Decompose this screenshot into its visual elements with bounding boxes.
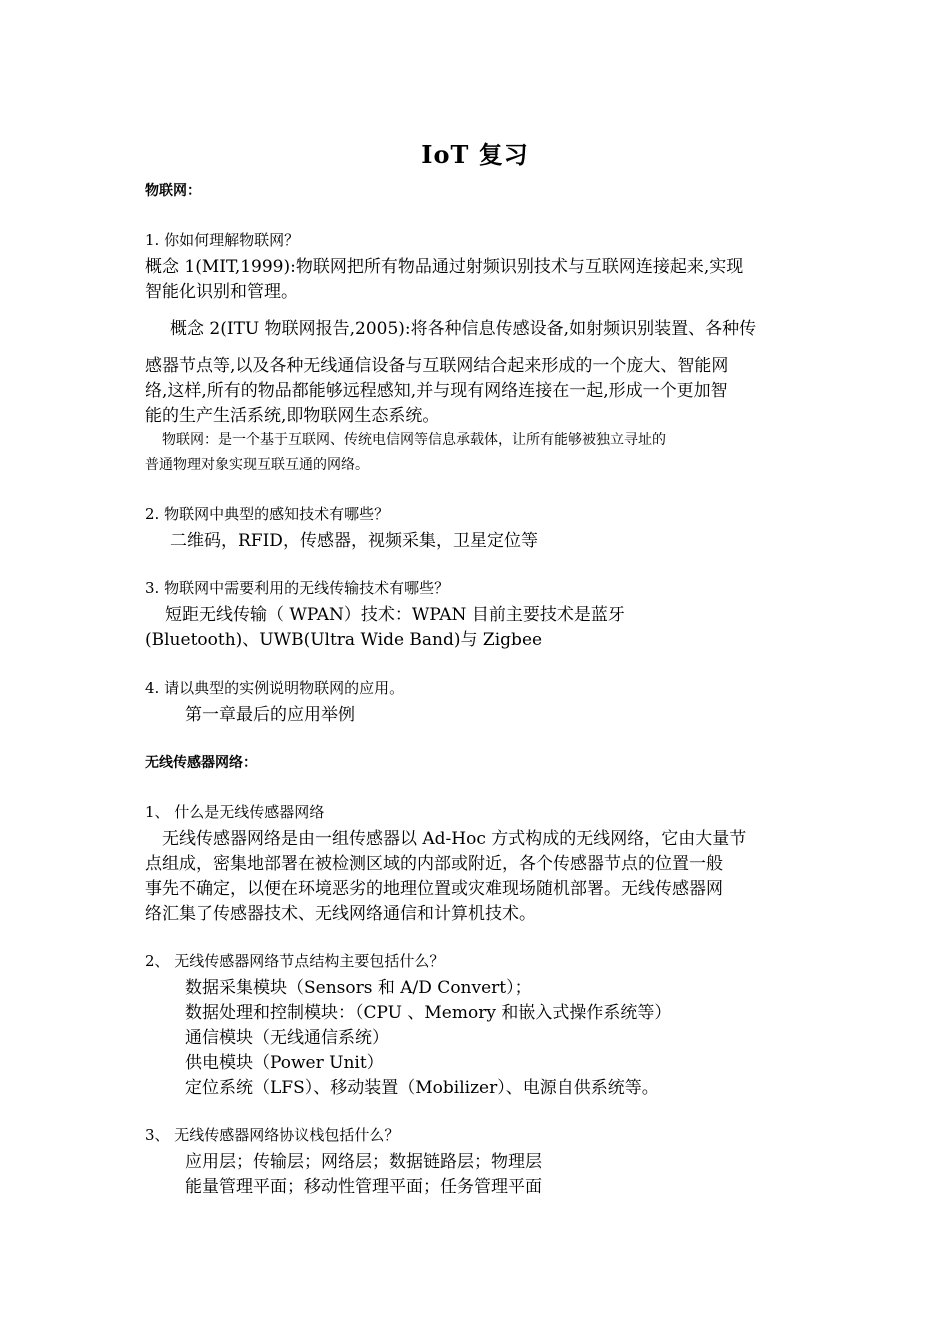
wsn-answer-2-line: 数据采集模块（Sensors 和 A/D Convert）； [185,978,532,998]
wsn-answer-2-line: 数据处理和控制模块：（CPU 、Memory 和嵌入式操作系统等） [185,1003,672,1023]
wsn-answer-2-line: 通信模块（无线通信系统） [185,1028,389,1048]
wsn-question-3: 3、 无线传感器网络协议栈包括什么？ [145,1126,400,1144]
concept2-line: 感器节点等,以及各种无线通信设备与互联网结合起来形成的一个庞大、智能网 [145,356,729,376]
concept1-line: 智能化识别和管理。 [145,282,298,302]
page-title: IoT 复习 [421,140,529,169]
wsn-answer-3-line: 能量管理平面；移动性管理平面；任务管理平面 [185,1177,542,1197]
wsn-answer-2-line: 定位系统（LFS）、移动装置（Mobilizer）、电源自供系统等。 [185,1078,659,1098]
concept1-line: 概念 1(MIT,1999):物联网把所有物品通过射频识别技术与互联网连接起来,实现 [145,257,744,277]
question-3: 3. 物联网中需要利用的无线传输技术有哪些？ [145,579,450,597]
wsn-answer-3-line: 应用层；传输层；网络层；数据链路层；物理层 [185,1152,542,1172]
question-4: 4. 请以典型的实例说明物联网的应用。 [145,679,405,697]
wsn-answer-1-line: 无线传感器网络是由一组传感器以 Ad-Hoc 方式构成的无线网络，它由大量节 [162,829,747,849]
answer-4: 第一章最后的应用举例 [185,705,355,725]
concept2-line: 能的生产生活系统,即物联网生态系统。 [145,406,440,426]
question-1: 1. 你如何理解物联网？ [145,231,300,249]
wsn-answer-2-line: 供电模块（Power Unit） [185,1053,384,1073]
definition-line: 物联网：是一个基于互联网、传统电信网等信息承载体，让所有能够被独立寻址的 [162,432,666,448]
question-2: 2. 物联网中典型的感知技术有哪些？ [145,505,390,523]
definition-line: 普通物理对象实现互联互通的网络。 [145,457,369,473]
wsn-answer-1-line: 络汇集了传感器技术、无线网络通信和计算机技术。 [145,904,536,924]
wsn-answer-1-line: 点组成，密集地部署在被检测区域的内部或附近，各个传感器节点的位置一般 [145,854,723,874]
wsn-answer-1-line: 事先不确定，以便在环境恶劣的地理位置或灾难现场随机部署。无线传感器网 [145,879,723,899]
wsn-question-2: 2、 无线传感器网络节点结构主要包括什么？ [145,952,445,970]
answer-3-line: 短距无线传输（ WPAN）技术：WPAN 目前主要技术是蓝牙 [165,605,625,625]
concept2-line: 概念 2(ITU 物联网报告,2005):将各种信息传感设备,如射频识别装置、各种传 [170,319,757,339]
answer-2: 二维码，RFID，传感器，视频采集，卫星定位等 [170,531,538,551]
concept2-line: 络,这样,所有的物品都能够远程感知,并与现有网络连接在一起,形成一个更加智 [145,381,728,401]
section-heading-wsn: 无线传感器网络： [145,755,257,771]
section-heading-iot: 物联网： [145,183,201,199]
wsn-question-1: 1、 什么是无线传感器网络 [145,803,325,821]
answer-3-line: (Bluetooth)、UWB(Ultra Wide Band)与 Zigbee [145,630,543,650]
